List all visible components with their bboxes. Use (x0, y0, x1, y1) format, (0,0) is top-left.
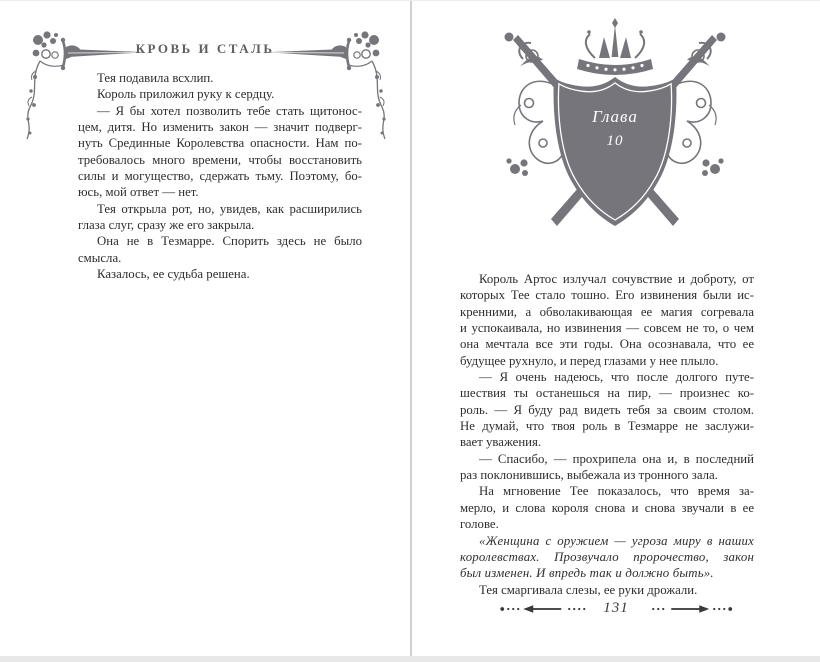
text-line: которых Тее стало тошно. Его извинения были ис- (460, 288, 754, 303)
text-line: На мгновение Тее показалось, что время за- (479, 484, 754, 499)
text-line: Тея открыла рот, но, увидев, как расширились (97, 201, 362, 216)
text-line: будущее рухнуло, и перед глазами у нее плыло. (460, 353, 719, 368)
text-line: силы и могущество, сдержать тьму. Поэтому, бо- (78, 169, 362, 184)
text-line: Она не в Тезмарре. Спорить здесь не было (97, 234, 362, 249)
text-line: был изменен. И впредь так и должно быть». (460, 566, 714, 581)
left-page (0, 1, 410, 656)
footer-left-arrow-ornament (499, 603, 595, 615)
text-line: — Я бы хотел позволить тебе стать щитонос- (97, 103, 362, 118)
text-line: Король приложил руку к сердцу. (97, 87, 275, 102)
text-line: «Женщина с оружием — угроза миру в наших (479, 533, 754, 548)
text-line: Казалось, ее судьба решена. (97, 267, 250, 282)
text-line: кренними, а обволакивающая ее магия согревала (460, 304, 754, 319)
running-title: КРОВЬ И СТАЛЬ (135, 41, 275, 56)
page-footer (499, 600, 733, 617)
text-line: шествия ты останешься на пир, — произнес ко- (460, 386, 754, 401)
chapter-emblem (485, 13, 745, 258)
text-line: роль. — Я буду рад видеть тебя за своим столом. (460, 402, 754, 417)
text-line: — Я очень надеюсь, что после долгого путе- (479, 370, 754, 385)
text-line: нуть Срединные Королевства опасности. Нам по- (78, 136, 362, 151)
text-line: юсь, мой ответ — нет. (78, 185, 199, 200)
chapter-number: 10 (606, 133, 624, 149)
text-line: вает уважения. (460, 435, 542, 450)
footer-right-arrow-ornament (637, 603, 733, 615)
text-line: она мечтала все эти годы. Она осознавала, что ее (460, 337, 754, 352)
text-line: Тея смаргивала слезы, ее руки дрожали. (479, 582, 698, 597)
text-line: королевствах. Прозвучало пророчество, закон (460, 549, 754, 564)
text-line: и успокаивала, но извинения — совсем не то, о чем (460, 321, 754, 336)
bottom-border (0, 656, 820, 662)
text-line: голове. (460, 517, 499, 532)
left-page-text (78, 70, 362, 282)
text-line: цем, дитя. Но изменить закон — значит подверг- (78, 120, 362, 135)
text-line: требовалось много времени, чтобы восстановить (78, 152, 362, 167)
text-line: Король Артос излучал сочувствие и доброту, от (479, 272, 754, 286)
text-line: Не думай, что твоя роль в Тезмарре не заслужи- (460, 419, 754, 434)
text-line: раз поклонившись, выбежала из тронного зала. (460, 468, 718, 483)
page-number: 131 (603, 600, 629, 616)
text-line: — Спасибо, — прохрипела она и, в последний (479, 451, 754, 466)
text-line: Тея подавила всхлип. (97, 71, 214, 85)
text-line: мерло, и слова короля снова и снова звучали в ее (460, 500, 754, 515)
text-line: смысла. (78, 250, 122, 265)
chapter-label: Глава (592, 107, 638, 126)
right-page-text (460, 271, 754, 598)
text-line: глаза слуг, сразу же его закрыла. (78, 218, 255, 233)
right-page (412, 1, 820, 656)
